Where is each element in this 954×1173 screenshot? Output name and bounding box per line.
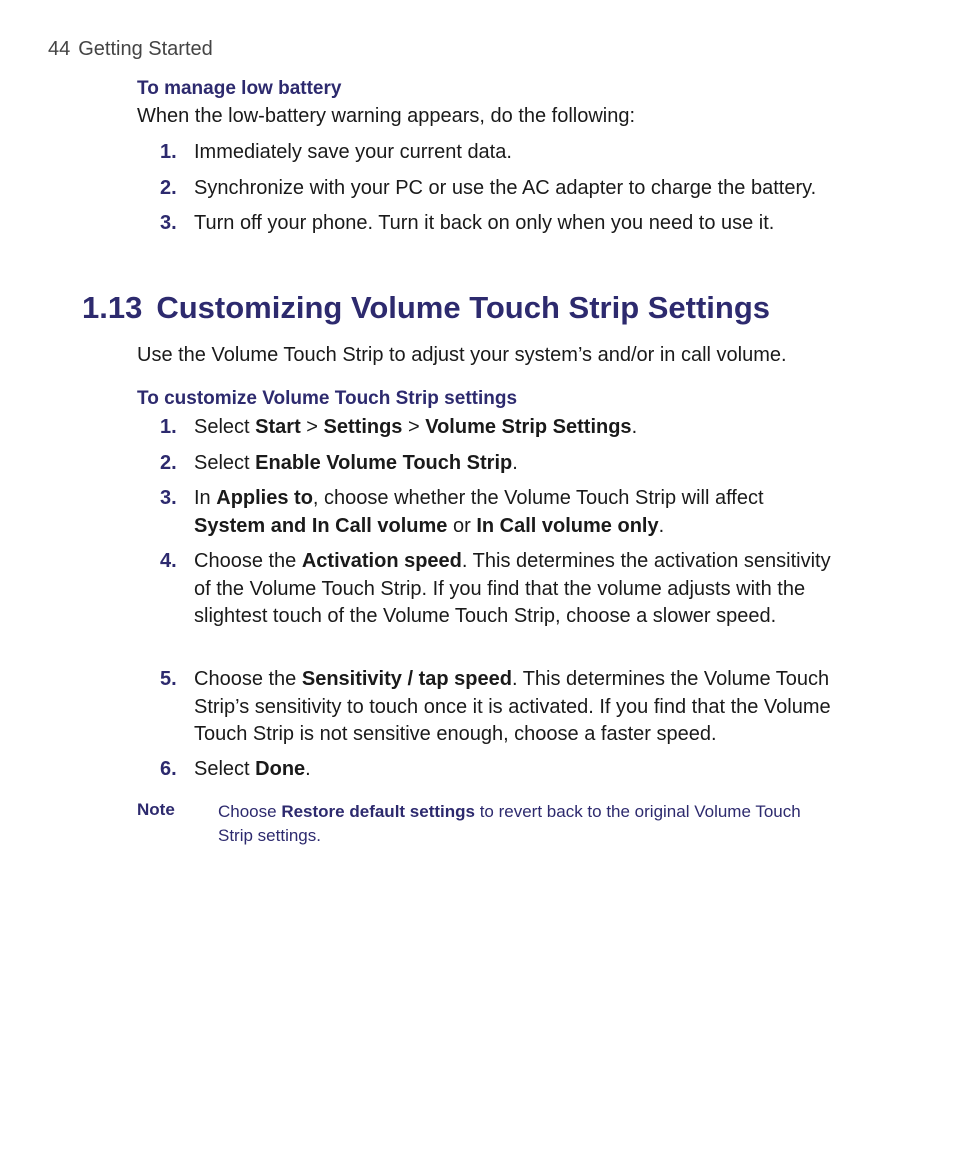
step-text: Choose the Activation speed. This determines the activation sensitivity of the Volume Touch Strip. If you find that the volume adjusts with the slightest touch of the Volume Touch Strip, choose a slower speed.: [194, 550, 831, 627]
step-number: 1.: [160, 141, 177, 163]
step-number: 2.: [160, 177, 177, 199]
list-item: [160, 485, 820, 540]
ui-term: Activation speed: [301, 550, 462, 572]
note-text: Choose Restore default settings to revert back to the original Volume Touch Strip settings.: [218, 802, 801, 845]
step-number: 6.: [160, 758, 177, 780]
page-number: 44: [48, 38, 71, 60]
step-text: Immediately save your current data.: [194, 141, 512, 163]
list-item: [160, 175, 880, 203]
ui-term: In Call volume only: [476, 514, 659, 537]
step-text: Select Enable Volume Touch Strip.: [194, 452, 518, 474]
low-battery-heading: To manage low battery: [137, 78, 342, 99]
step-number: 3.: [160, 212, 177, 234]
step-text: Select Done.: [194, 758, 311, 780]
page-header: [48, 38, 213, 61]
section-title: [82, 290, 770, 326]
chapter-title: Getting Started: [78, 38, 213, 60]
list-item: [160, 756, 880, 784]
step-number: 2.: [160, 452, 177, 474]
step-text: Select Start > Settings > Volume Strip Settings.: [194, 416, 638, 438]
ui-term: Start: [255, 416, 301, 438]
ui-term: Done: [255, 758, 306, 780]
section-intro: Use the Volume Touch Strip to adjust your system’s and/or in call volume.: [137, 344, 787, 366]
section-title-text: Customizing Volume Touch Strip Settings: [156, 290, 771, 325]
list-item: [160, 548, 850, 631]
list-item: [160, 210, 880, 238]
list-item: [160, 450, 880, 478]
step-number: 5.: [160, 668, 177, 690]
ui-term: Sensitivity / tap speed: [301, 668, 512, 690]
list-item: [160, 666, 880, 749]
ui-term: Restore default settings: [281, 802, 475, 821]
ui-term: System and In Call volume: [194, 514, 448, 537]
step-text: Synchronize with your PC or use the AC adapter to charge the battery.: [194, 177, 817, 199]
ui-term: Applies to: [216, 487, 313, 509]
note-label: Note: [137, 800, 175, 819]
step-text: Turn off your phone. Turn it back on only when you need to use it.: [194, 212, 775, 234]
low-battery-intro: When the low-battery warning appears, do the following:: [137, 105, 636, 127]
step-number: 3.: [160, 487, 177, 509]
step-text: Choose the Sensitivity / tap speed. This determines the Volume Touch Strip’s sensitivity to touch once it is activated. If you find that the Volume Touch Strip is not sensitive enough, choose a faster speed.: [194, 668, 831, 745]
step-text: In Applies to, choose whether the Volume Touch Strip will affect System and In Call volume or In Call volume only.: [194, 487, 764, 537]
step-number: 1.: [160, 416, 177, 438]
customize-heading: To customize Volume Touch Strip settings: [137, 388, 518, 409]
section-number: 1.13: [82, 290, 143, 325]
list-item: [160, 414, 880, 442]
ui-term: Settings: [323, 416, 403, 438]
ui-term: Enable Volume Touch Strip: [255, 452, 513, 474]
list-item: [160, 139, 880, 167]
ui-term: Volume Strip Settings: [425, 416, 632, 438]
step-number: 4.: [160, 550, 177, 572]
